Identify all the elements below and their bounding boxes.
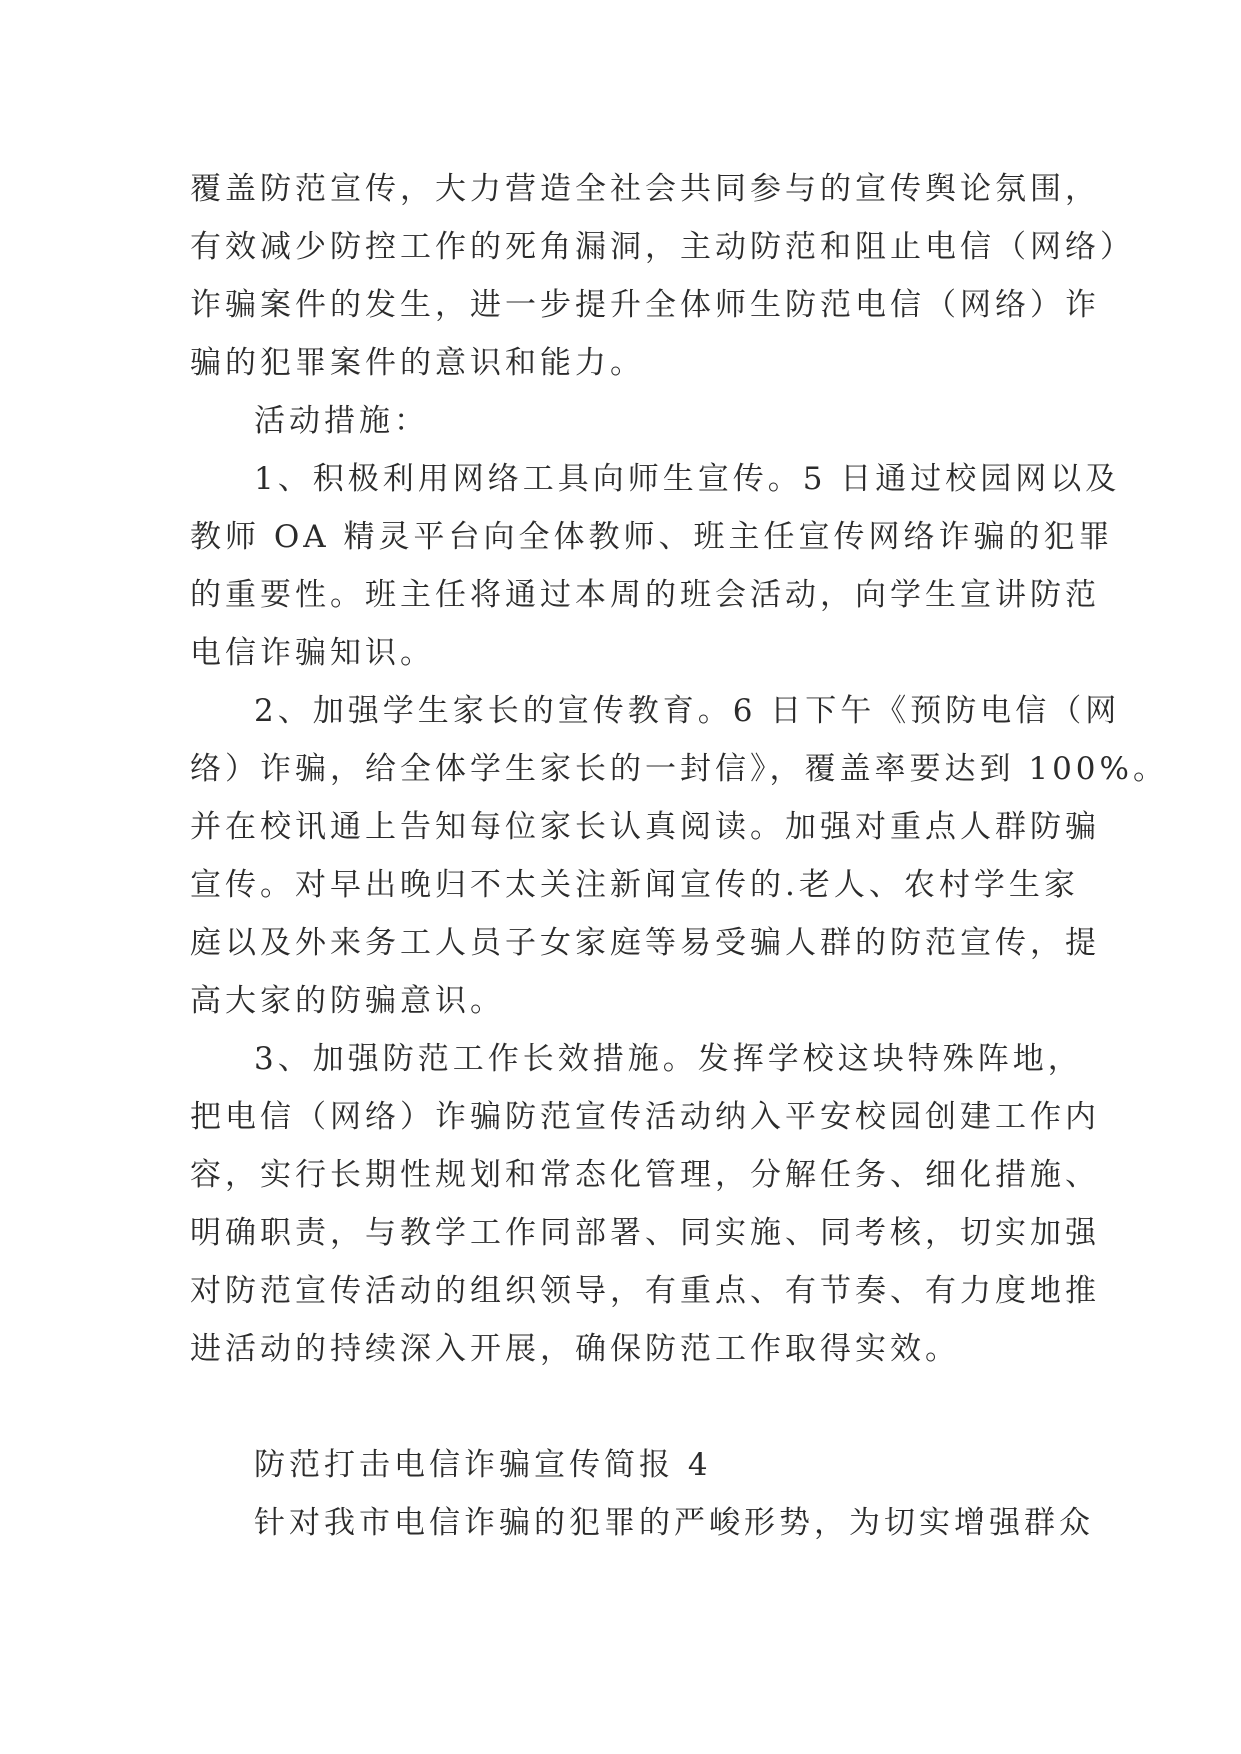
text-line: 明确职责，与教学工作同部署、同实施、同考核，切实加强 [190,1215,1100,1251]
text-line: 庭以及外来务工人员子女家庭等易受骗人群的防范宣传，提 [190,925,1100,961]
text-line: 电信诈骗知识。 [190,635,435,671]
text-line: 教师 OA 精灵平台向全体教师、班主任宣传网络诈骗的犯罪 [190,519,1114,555]
paragraph-intro [190,160,1135,392]
text-line: 2、加强学生家长的宣传教育。6 日下午《预防电信（网 [254,693,1121,729]
text-line: 诈骗案件的发生，进一步提升全体师生防范电信（网络）诈 [190,287,1100,323]
measure-item-1 [190,450,1121,682]
text-line: 络）诈骗，给全体学生家长的一封信》，覆盖率要达到 100%。 [190,751,1168,787]
text-line: 3、加强防范工作长效措施。发挥学校这块特殊阵地， [254,1041,1083,1077]
text-line: 进活动的持续深入开展，确保防范工作取得实效。 [190,1331,960,1367]
text-line: 有效减少防控工作的死角漏洞，主动防范和阻止电信（网络） [190,229,1135,265]
section-title: 防范打击电信诈骗宣传简报 4 [254,1447,712,1483]
text-line: 对防范宣传活动的组织领导，有重点、有节奏、有力度地推 [190,1273,1100,1309]
measure-item-2 [190,682,1168,1030]
text-line: 骗的犯罪案件的意识和能力。 [190,345,645,381]
document-body [190,160,1168,1552]
text-line: 1、积极利用网络工具向师生宣传。5 日通过校园网以及 [254,461,1121,497]
text-line: 覆盖防范宣传，大力营造全社会共同参与的宣传舆论氛围， [190,171,1100,207]
measure-item-3 [190,1030,1100,1378]
section-intro [190,1494,1094,1552]
text-line: 并在校讯通上告知每位家长认真阅读。加强对重点人群防骗 [190,809,1100,845]
text-line: 容，实行长期性规划和常态化管理，分解任务、细化措施、 [190,1157,1100,1193]
text-line: 把电信（网络）诈骗防范宣传活动纳入平安校园创建工作内 [190,1099,1100,1135]
heading-measures: 活动措施： [254,403,429,439]
section-spacer [190,1378,1070,1436]
text-line: 针对我市电信诈骗的犯罪的严峻形势，为切实增强群众 [254,1505,1094,1541]
text-line: 的重要性。班主任将通过本周的班会活动，向学生宣讲防范 [190,577,1100,613]
text-line: 高大家的防骗意识。 [190,983,505,1019]
text-line: 宣传。对早出晚归不太关注新闻宣传的.老人、农村学生家 [190,867,1079,903]
